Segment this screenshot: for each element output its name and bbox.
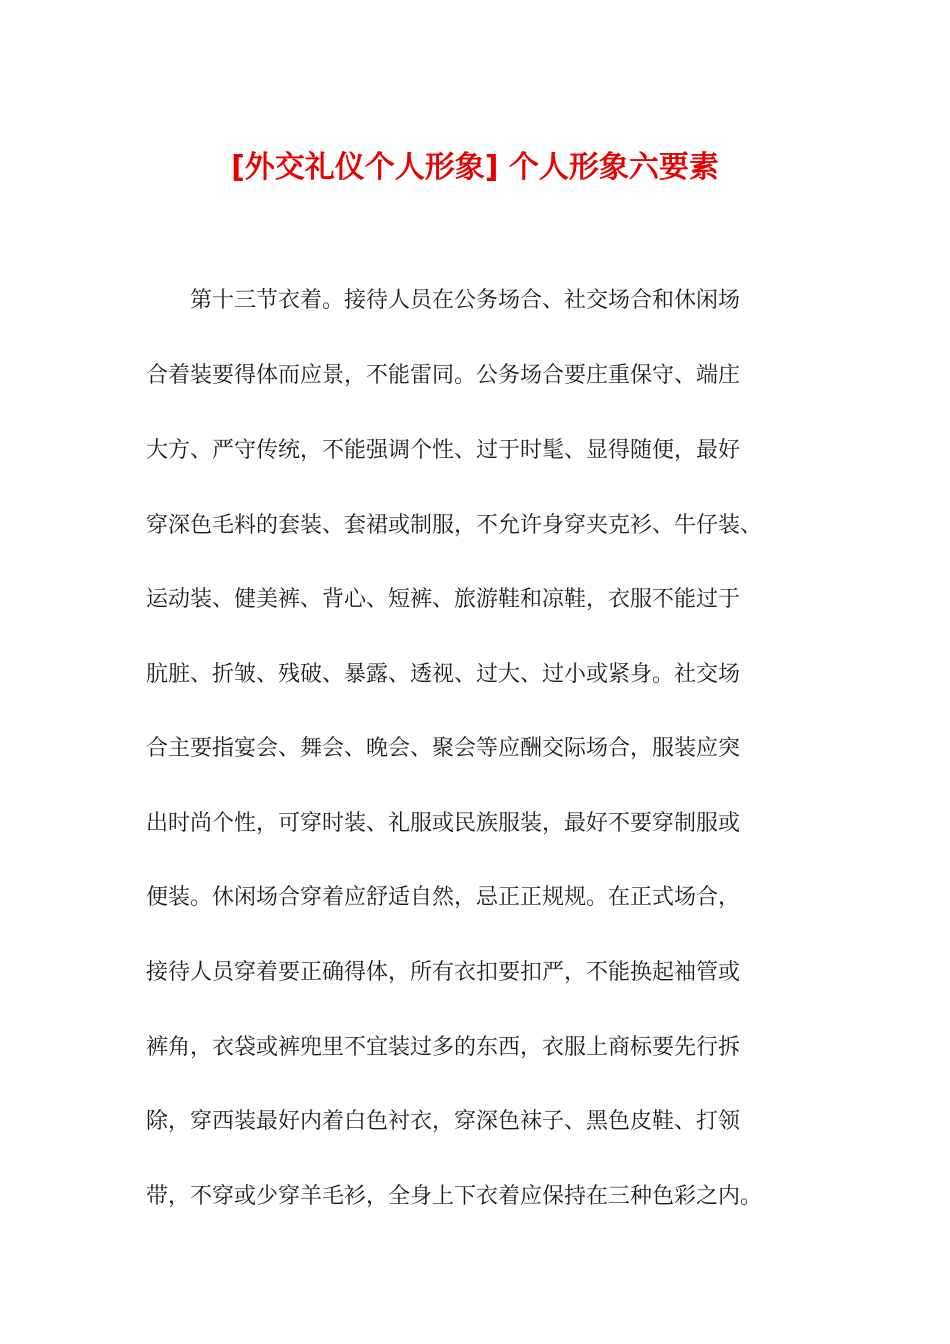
paragraph-line: 带，不穿或少穿羊毛衫，全身上下衣着应保持在三种色彩之内。 (146, 1184, 763, 1209)
paragraph-line: 合着装要得体而应景，不能雷同。公务场合要庄重保守、端庄 (146, 363, 741, 388)
paragraph-line: 大方、严守传统，不能强调个性、过于时髦、显得随便，最好 (146, 438, 741, 463)
paragraph-line: 肮脏、折皱、残破、暴露、透视、过大、过小或紧身。社交场 (146, 662, 741, 687)
paragraph-line: 接待人员穿着要正确得体，所有衣扣要扣严，不能换起袖管或 (146, 960, 741, 985)
paragraph-line: 出时尚个性，可穿时装、礼服或民族服装，最好不要穿制服或 (146, 811, 741, 836)
paragraph-line: 裤角，衣袋或裤兜里不宜装过多的东西，衣服上商标要先行拆 (146, 1035, 741, 1060)
paragraph-line: 除，穿西装最好内着白色衬衣，穿深色袜子、黑色皮鞋、打领 (146, 1109, 741, 1134)
paragraph-line: 便装。休闲场合穿着应舒适自然，忌正正规规。在正式场合， (146, 885, 741, 910)
document-title: [外交礼仪个人形象] 个人形象六要素 (231, 150, 719, 185)
paragraph-line: 合主要指宴会、舞会、晚会、聚会等应酬交际场合，服装应突 (146, 736, 741, 761)
paragraph-line: 穿深色毛料的套装、套裙或制服，不允许身穿夹克衫、牛仔装、 (146, 513, 763, 538)
paragraph-line: 运动装、健美裤、背心、短裤、旅游鞋和凉鞋，衣服不能过于 (146, 587, 741, 612)
paragraph-line: 第十三节衣着。接待人员在公务场合、社交场合和休闲场 (190, 288, 741, 313)
